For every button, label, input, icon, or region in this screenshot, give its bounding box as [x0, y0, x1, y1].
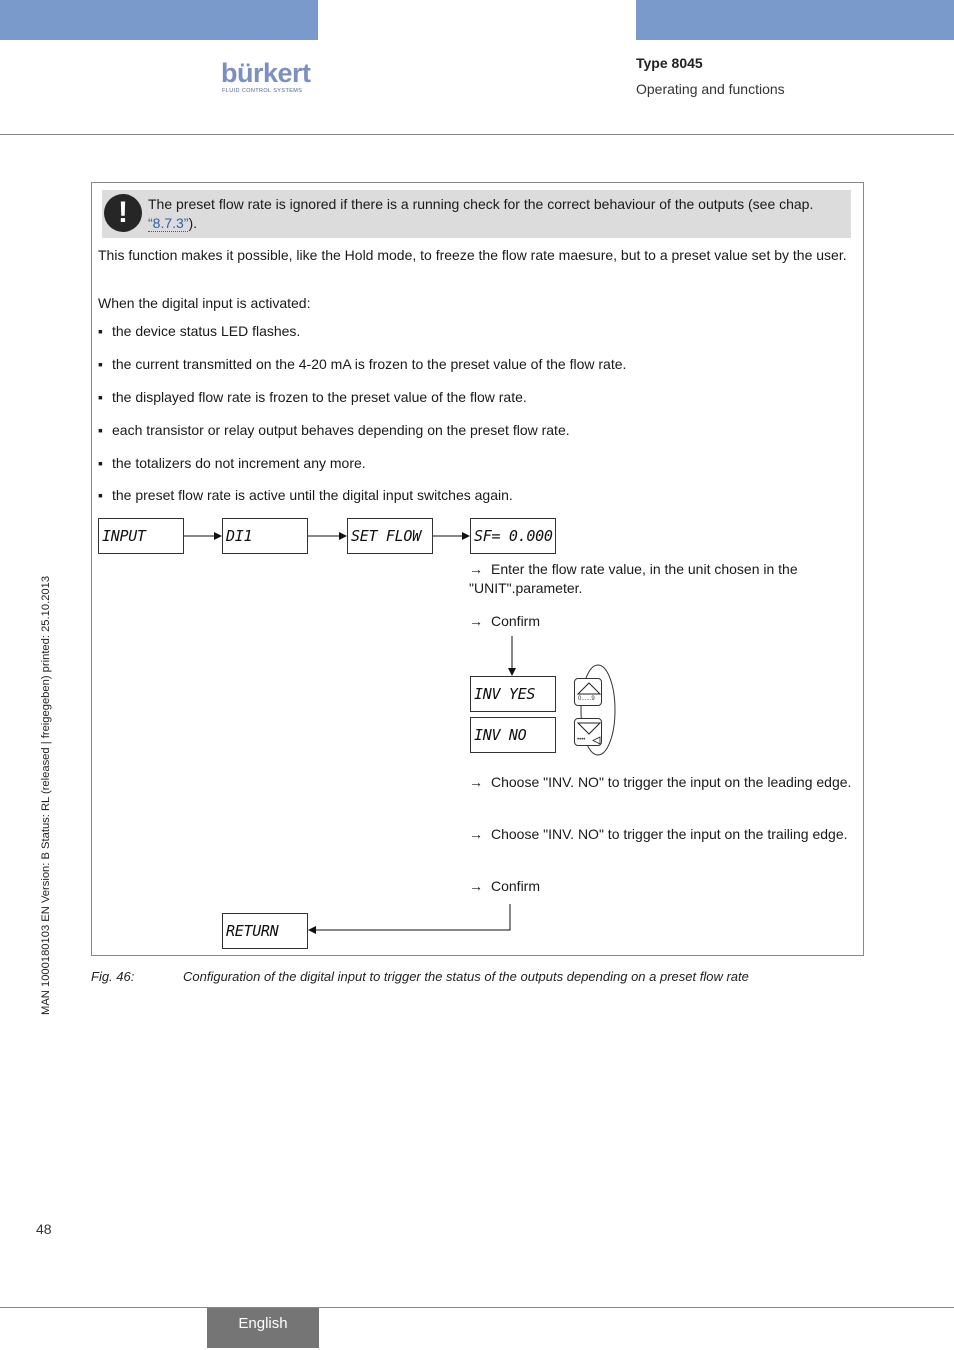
brand-tagline: FLUID CONTROL SYSTEMS: [222, 88, 303, 94]
lcd-inv-yes-text: INV YES: [474, 685, 536, 703]
note-text-end: ).: [188, 215, 198, 231]
lcd-inv-no-text: INV NO: [474, 726, 527, 744]
page-number: 48: [36, 1221, 52, 1237]
figure-caption: Configuration of the digital input to trigger the status of the outputs depending on a preset flow rate: [183, 969, 749, 984]
instruction-confirm-2: [469, 877, 857, 896]
list-item: ▪ each transistor or relay output behaves depending on the preset flow rate.: [98, 422, 570, 438]
list-item: ▪ the totalizers do not increment any more.: [98, 455, 366, 471]
lcd-di1-text: DI1: [226, 527, 253, 545]
list-item: ▪ the preset flow rate is active until the digital input switches again.: [98, 487, 513, 503]
lcd-sf-value-text: SF= 0.000: [474, 527, 553, 545]
language-tab: English: [207, 1308, 319, 1348]
lcd-return: [222, 913, 308, 949]
document-version-info: MAN 1000180103 EN Version: B Status: RL (released | freigegeben) printed: 25.10.2013: [40, 575, 52, 1015]
list-item: ▪ the device status LED flashes.: [98, 323, 301, 339]
document-type: Type 8045: [636, 55, 703, 71]
list-item-text: the displayed flow rate is frozen to the preset value of the flow rate.: [112, 389, 527, 405]
up-key-label: 0......9: [578, 696, 595, 702]
instruction-text: Confirm: [491, 878, 541, 894]
list-item-text: the current transmitted on the 4-20 mA is frozen to the preset value of the flow rate.: [112, 356, 627, 372]
lcd-return-text: RETURN: [226, 922, 279, 940]
list-item: ▪ the displayed flow rate is frozen to the preset value of the flow rate.: [98, 389, 527, 405]
footer-divider: [0, 1307, 954, 1308]
lcd-input-text: INPUT: [102, 527, 146, 545]
list-item-text: the device status LED flashes.: [112, 323, 301, 339]
lcd-di1: [222, 518, 308, 554]
lcd-set-flow-text: SET FLOW: [351, 527, 421, 545]
exclamation-icon: !: [104, 194, 142, 232]
activated-label: When the digital input is activated:: [98, 295, 311, 311]
lcd-set-flow: [347, 518, 433, 554]
connector-confirm-return: [309, 904, 510, 930]
note-text-start: The preset flow rate is ignored if there is a running check for the correct behaviour of the outputs (see chap.: [148, 196, 814, 212]
up-triangle-icon: [575, 679, 603, 707]
instruction-leading-edge: [469, 773, 857, 792]
arrow-right-icon: →: [469, 774, 483, 790]
instruction-text: Choose "INV. NO" to trigger the input on the leading edge.: [491, 774, 852, 790]
instruction-text: Confirm: [491, 613, 541, 629]
instruction-confirm-1: [469, 612, 857, 631]
arrow-right-icon: →: [469, 878, 483, 894]
figure-number: Fig. 46:: [91, 969, 135, 984]
lcd-inv-yes: [470, 676, 556, 712]
list-item-text: each transistor or relay output behaves depending on the preset flow rate.: [112, 422, 570, 438]
arrow-right-icon: →: [469, 826, 483, 842]
up-key-button: [574, 678, 602, 706]
list-item-text: the preset flow rate is active until the digital input switches again.: [112, 487, 513, 503]
down-key-label: ••••: [577, 737, 586, 743]
down-key-button: [574, 718, 602, 746]
document-section: Operating and functions: [636, 81, 785, 97]
arrow-right-icon: →: [469, 561, 483, 577]
instruction-text: Enter the flow rate value, in the unit chosen in the "UNIT".parameter.: [469, 561, 798, 596]
instruction-trailing-edge: [469, 825, 857, 844]
lcd-inv-no: [470, 717, 556, 753]
instruction-text: Choose "INV. NO" to trigger the input on the trailing edge.: [491, 826, 848, 842]
intro-paragraph: This function makes it possible, like the Hold mode, to freeze the flow rate maesure, but to a preset value set by the user.: [98, 247, 847, 263]
chapter-link[interactable]: “8.7.3”: [148, 215, 189, 231]
list-item-text: the totalizers do not increment any more.: [112, 455, 366, 471]
lcd-input: [98, 518, 184, 554]
brand-wordmark: bürkert: [221, 58, 311, 88]
list-item: ▪ the current transmitted on the 4-20 mA is frozen to the preset value of the flow rate.: [98, 356, 627, 372]
lcd-sf-value: [470, 518, 556, 554]
instruction-enter-value: [469, 560, 857, 598]
arrow-right-icon: →: [469, 613, 483, 629]
